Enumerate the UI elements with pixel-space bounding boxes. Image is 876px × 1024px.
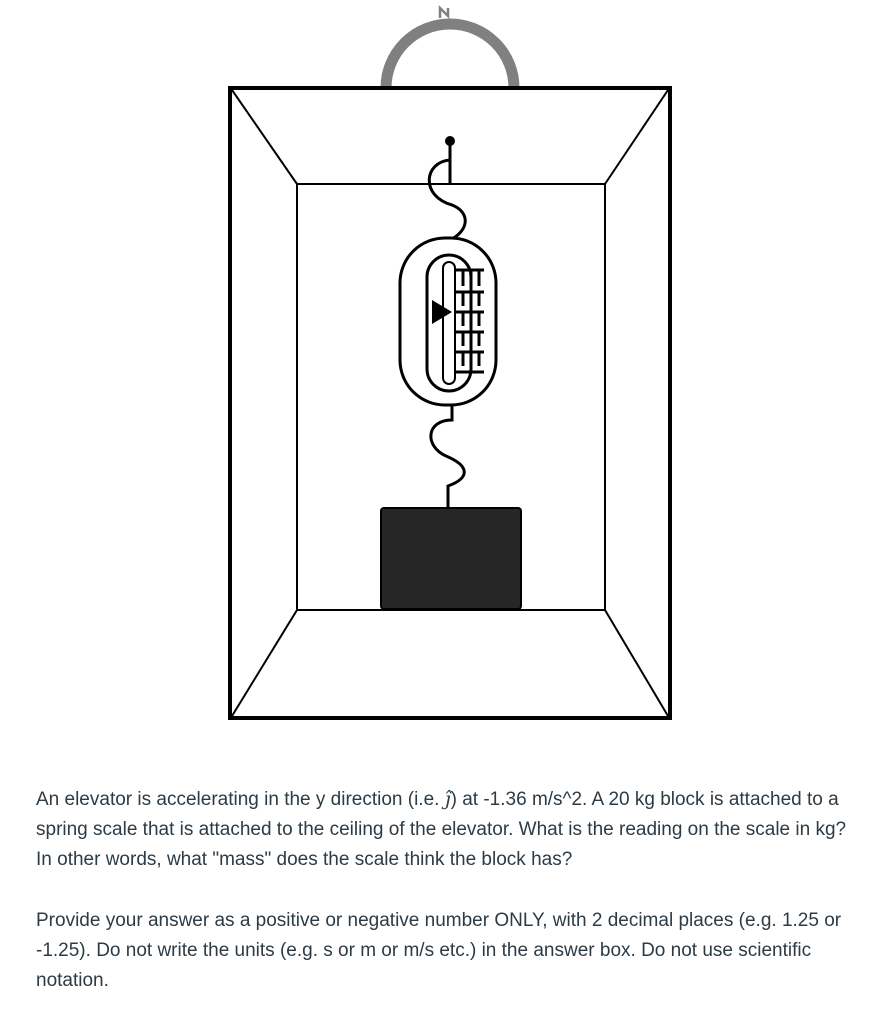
question-text-part-2: ) at -1.36 m/s^2. A 20 kg block is attached to a spring scale that is attached to the ceiling of the elevator. What is the reading on the scale in kg? In other words, what "mass" does the scale think the block has? (36, 789, 847, 870)
question-text-part-1: An elevator is accelerating in the y direction (i.e. (36, 789, 445, 810)
question-paragraph (36, 784, 856, 875)
elevator-hanging-hook (386, 24, 514, 88)
mass-block (381, 508, 521, 609)
spring-scale (400, 238, 496, 405)
unit-vector-j-hat: ĵ (444, 788, 451, 810)
question-text (36, 784, 856, 996)
instruction-paragraph: Provide your answer as a positive or negative number ONLY, with 2 decimal places (e.g. 1.25 or -1.25). Do not write the units (e.g. s or m or m/s etc.) in the answer box. Do not use scientific notation. (36, 910, 842, 991)
hook-tip-mark (440, 8, 448, 18)
